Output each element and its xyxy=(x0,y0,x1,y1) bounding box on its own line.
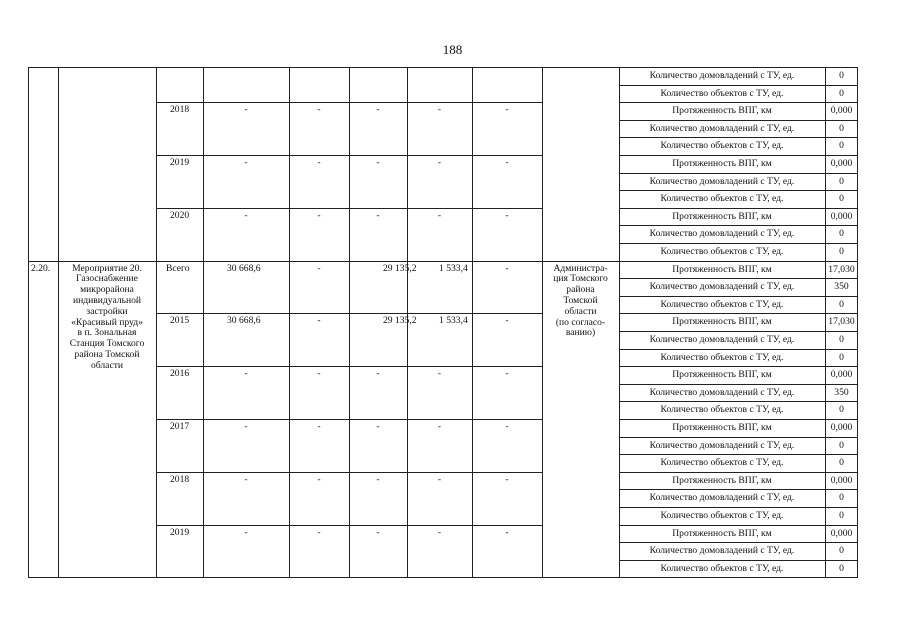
indicator-row-line xyxy=(619,102,858,103)
indicator-value: 0 xyxy=(839,439,844,451)
year-group-line xyxy=(156,313,542,314)
indicator-row-line xyxy=(619,437,858,438)
funding-cell: - xyxy=(376,104,380,116)
year-group-line xyxy=(156,525,542,526)
indicator-row-line xyxy=(619,296,858,297)
year-group-line xyxy=(156,419,542,420)
funding-cell: - xyxy=(244,421,248,432)
program-table xyxy=(28,67,858,578)
indicator-name: Количество домовладений с ТУ, ед. xyxy=(649,334,795,345)
indicator-name: Протяженность ВПГ, км xyxy=(672,474,772,486)
funding-cell: - xyxy=(437,104,442,116)
indicator-row-line xyxy=(619,384,858,385)
activity-name-line: района Томской xyxy=(74,349,140,360)
indicator-name: Количество домовладений с ТУ, ед. xyxy=(649,545,795,557)
activity-name-line: в п. Зональная xyxy=(77,327,137,339)
indicator-value: 0,000 xyxy=(830,105,853,117)
indicator-name: Количество домовладений с ТУ, ед. xyxy=(649,175,795,187)
indicator-name: Количество домовладений с ТУ, ед. xyxy=(649,439,795,451)
table-border-left xyxy=(28,67,29,578)
funding-cell: - xyxy=(244,104,248,116)
indicator-value: 0 xyxy=(839,298,844,310)
indicator-row-line xyxy=(619,507,858,508)
indicator-name: Количество объектов с ТУ, ед. xyxy=(660,351,784,363)
activity-name-line: Станция Томского xyxy=(69,338,145,350)
indicator-row-line xyxy=(619,366,858,367)
funding-cell: - xyxy=(244,526,248,538)
activity-number: 2.20. xyxy=(31,262,51,274)
funding-cell: - xyxy=(505,209,509,221)
indicator-value: 0 xyxy=(839,562,844,574)
indicator-row-line xyxy=(619,454,858,455)
indicator-value: 17,030 xyxy=(828,316,855,328)
indicator-row-line xyxy=(619,560,858,561)
column-line xyxy=(203,67,204,578)
indicator-value: 0 xyxy=(839,492,844,504)
funding-cell: - xyxy=(244,209,248,221)
indicator-value: 350 xyxy=(834,281,849,293)
indicator-value: 0 xyxy=(839,122,844,134)
indicator-name: Протяженность ВПГ, км xyxy=(672,422,772,433)
funding-cell: - xyxy=(505,157,509,168)
funding-cell: - xyxy=(376,157,380,168)
year-cell: 2015 xyxy=(170,315,190,327)
indicator-name: Количество объектов с ТУ, ед. xyxy=(660,140,784,152)
year-cell: 2020 xyxy=(170,209,190,221)
year-cell: Всего xyxy=(166,262,190,274)
funding-cell: - xyxy=(317,473,321,485)
indicator-value: 0 xyxy=(839,175,844,187)
year-group-line xyxy=(156,102,542,103)
funding-cell: - xyxy=(437,209,442,221)
activity-name-line: микрорайона xyxy=(80,284,134,296)
indicator-value: 0,000 xyxy=(830,158,853,169)
indicator-row-line xyxy=(619,331,858,332)
indicator-name: Протяженность ВПГ, км xyxy=(672,369,772,381)
funding-cell: 1 533,4 xyxy=(439,262,468,274)
indicator-name: Количество домовладений с ТУ, ед. xyxy=(649,492,795,504)
funding-cell: - xyxy=(376,526,380,538)
indicator-value: 0,000 xyxy=(830,422,853,433)
year-group-line xyxy=(156,472,542,473)
funding-cell: - xyxy=(505,262,509,274)
funding-cell: 29 135,2 xyxy=(383,262,417,274)
funding-cell: - xyxy=(244,473,248,485)
indicator-row-line xyxy=(619,261,858,262)
funding-cell: - xyxy=(505,421,509,432)
executor-line: (по согласо- xyxy=(555,316,606,328)
activity-name-line: Газоснабжение xyxy=(76,273,138,285)
indicator-value: 0 xyxy=(839,457,844,469)
indicator-value: 350 xyxy=(834,386,849,398)
indicator-value: 0 xyxy=(839,351,844,363)
indicator-value: 0 xyxy=(839,510,844,521)
indicator-name: Протяженность ВПГ, км xyxy=(672,316,772,328)
indicator-row-line xyxy=(619,278,858,279)
activity-name-line: индивидуальной xyxy=(72,295,142,306)
indicator-name: Протяженность ВПГ, км xyxy=(672,158,772,169)
indicator-name: Количество объектов с ТУ, ед. xyxy=(660,457,784,469)
funding-cell: - xyxy=(244,157,248,168)
indicator-name: Количество объектов с ТУ, ед. xyxy=(660,510,784,521)
year-cell: 2019 xyxy=(170,526,190,538)
funding-cell: - xyxy=(437,421,442,432)
column-line xyxy=(349,67,350,578)
page-number: 188 xyxy=(442,42,463,57)
indicator-name: Протяженность ВПГ, км xyxy=(672,210,772,222)
table-border-bottom xyxy=(28,577,858,578)
indicator-name: Количество объектов с ТУ, ед. xyxy=(660,562,784,574)
indicator-value: 0 xyxy=(839,334,844,345)
funding-cell: 1 533,4 xyxy=(439,315,468,327)
indicator-name: Количество домовладений с ТУ, ед. xyxy=(649,70,795,81)
indicator-value: 17,030 xyxy=(828,263,855,275)
indicator-row-line xyxy=(619,190,858,191)
year-cell: 2016 xyxy=(170,368,190,380)
indicator-name: Количество домовладений с ТУ, ед. xyxy=(649,228,795,240)
funding-cell: - xyxy=(505,104,509,116)
funding-cell: - xyxy=(317,262,321,274)
indicator-value: 0,000 xyxy=(830,369,853,381)
indicator-row-line xyxy=(619,173,858,174)
indicator-name: Количество домовладений с ТУ, ед. xyxy=(649,281,795,293)
funding-cell: - xyxy=(317,209,321,221)
funding-cell: - xyxy=(376,368,380,380)
indicator-row-line xyxy=(619,137,858,138)
indicator-name: Количество объектов с ТУ, ед. xyxy=(660,193,784,205)
funding-cell: - xyxy=(317,526,321,538)
indicator-row-line xyxy=(619,349,858,350)
indicator-row-line xyxy=(619,525,858,526)
activity-name-line: Мероприятие 20. xyxy=(72,262,142,274)
funding-cell: 30 668,6 xyxy=(227,315,261,327)
indicator-value: 0 xyxy=(839,228,844,240)
indicator-value: 0 xyxy=(839,193,844,205)
indicator-name: Протяженность ВПГ, км xyxy=(672,105,772,117)
indicator-row-line xyxy=(619,155,858,156)
funding-cell: 29 135,2 xyxy=(383,315,417,327)
funding-cell: - xyxy=(505,368,509,380)
indicator-row-line xyxy=(619,401,858,402)
funding-cell: - xyxy=(376,209,380,221)
funding-cell: - xyxy=(505,526,509,538)
funding-cell: - xyxy=(505,473,509,485)
executor-line: ция Томского xyxy=(553,273,608,285)
indicator-value: 0 xyxy=(839,140,844,152)
indicator-row-line xyxy=(619,472,858,473)
funding-cell: - xyxy=(437,526,442,538)
year-group-line xyxy=(156,208,542,209)
indicator-name: Протяженность ВПГ, км xyxy=(672,263,772,275)
indicator-value: 0 xyxy=(839,545,844,557)
indicator-name: Количество объектов с ТУ, ед. xyxy=(660,246,784,257)
indicator-name: Количество объектов с ТУ, ед. xyxy=(660,87,784,99)
indicator-value: 0 xyxy=(839,404,844,416)
activity-name-line: «Красивый пруд» xyxy=(71,316,143,328)
activity-name-line: области xyxy=(90,359,124,371)
funding-cell: - xyxy=(317,368,321,380)
indicator-row-line xyxy=(619,85,858,86)
indicator-row-line xyxy=(619,225,858,226)
indicator-name: Количество домовладений с ТУ, ед. xyxy=(649,122,795,134)
indicator-row-line xyxy=(619,120,858,121)
table-border-top xyxy=(28,67,858,68)
executor-line: Томской xyxy=(563,295,598,306)
year-group-line xyxy=(156,155,542,156)
year-cell: 2017 xyxy=(170,421,190,432)
funding-cell: - xyxy=(317,421,321,432)
indicator-row-line xyxy=(619,208,858,209)
indicator-row-line xyxy=(619,313,858,314)
activity-name-line: застройки xyxy=(86,305,128,317)
indicator-name: Количество объектов с ТУ, ед. xyxy=(660,298,784,310)
indicator-row-line xyxy=(619,243,858,244)
year-cell: 2019 xyxy=(170,157,190,168)
funding-cell: - xyxy=(317,315,321,327)
executor-line: района xyxy=(566,284,595,296)
funding-cell: - xyxy=(376,473,380,485)
column-line xyxy=(156,67,157,578)
funding-cell: - xyxy=(376,421,380,432)
indicator-row-line xyxy=(619,542,858,543)
funding-cell: - xyxy=(317,104,321,116)
indicator-value: 0,000 xyxy=(830,527,853,539)
funding-cell: 30 668,6 xyxy=(227,262,261,274)
funding-cell: - xyxy=(437,368,442,380)
funding-cell: - xyxy=(317,157,321,168)
year-cell: 2018 xyxy=(170,104,190,116)
year-group-line xyxy=(156,366,542,367)
indicator-row-line xyxy=(619,489,858,490)
funding-cell: - xyxy=(244,368,248,380)
indicator-row-line xyxy=(619,419,858,420)
indicator-name: Количество домовладений с ТУ, ед. xyxy=(649,386,795,398)
indicator-value: 0,000 xyxy=(830,474,853,486)
indicator-name: Протяженность ВПГ, км xyxy=(672,527,772,539)
indicator-value: 0 xyxy=(839,70,844,81)
activity-separator xyxy=(28,261,619,262)
funding-cell: - xyxy=(437,157,442,168)
indicator-value: 0 xyxy=(839,246,844,257)
indicator-value: 0 xyxy=(839,87,844,99)
executor-line: области xyxy=(564,305,597,317)
funding-cell: - xyxy=(437,473,442,485)
indicator-name: Количество объектов с ТУ, ед. xyxy=(660,404,784,416)
column-line xyxy=(619,67,620,578)
executor-line: ванию) xyxy=(565,327,596,339)
executor-line: Администра- xyxy=(553,262,608,274)
funding-cell: - xyxy=(505,315,509,327)
indicator-value: 0,000 xyxy=(830,210,853,222)
year-cell: 2018 xyxy=(170,473,190,485)
